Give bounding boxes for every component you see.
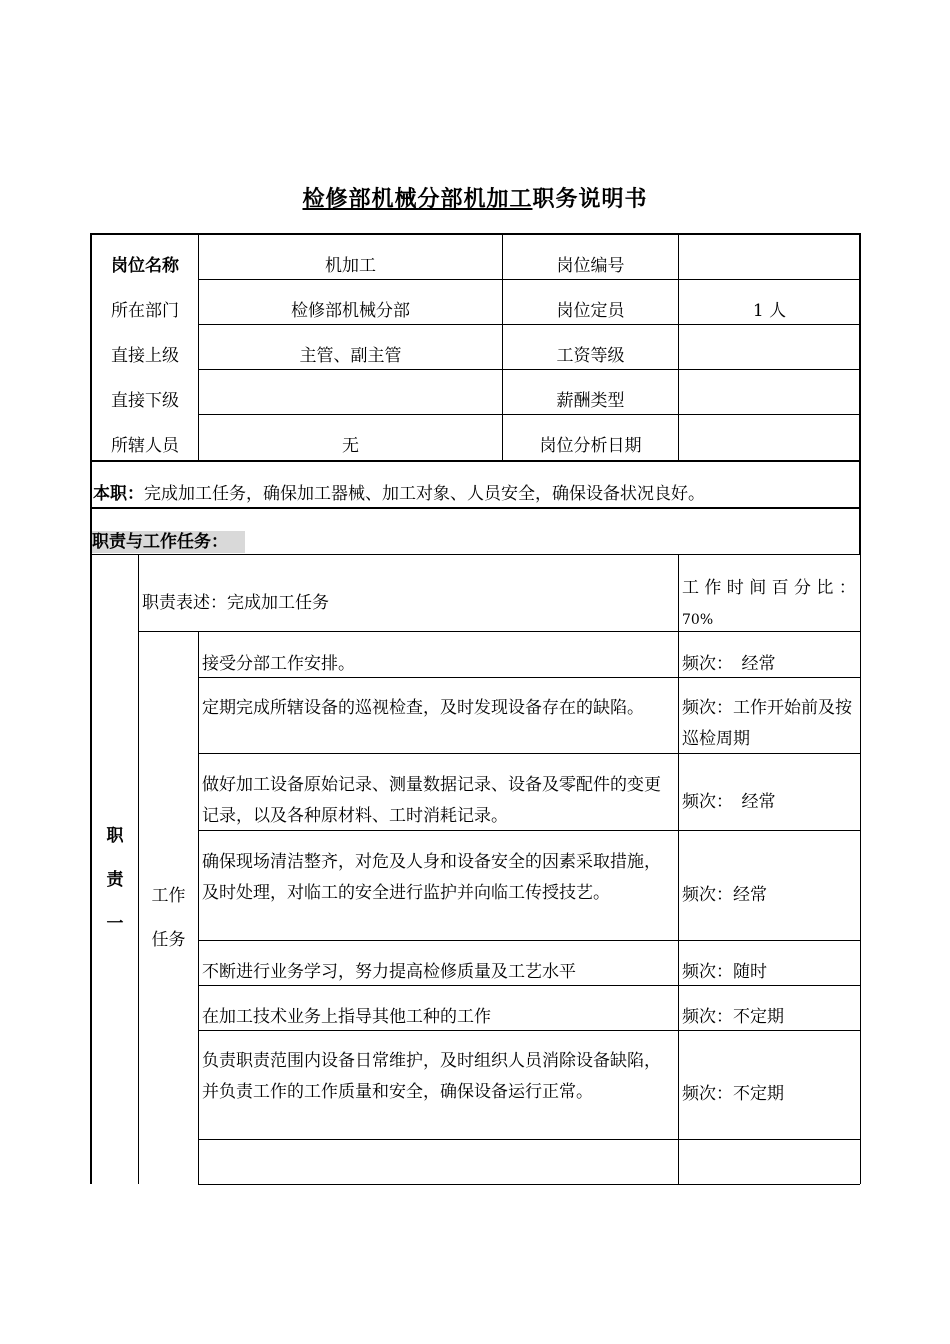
label-supervisor: 直接上级 [111, 346, 179, 366]
label-analysis-date: 岗位分析日期 [539, 436, 642, 456]
value-staff: 无 [342, 436, 359, 456]
value-headcount: 1 人 [752, 301, 787, 321]
task-2-text: 定期完成所辖设备的巡视检查，及时发现设备存在的缺陷。 [202, 698, 644, 718]
duty-side-label-2: 责 [106, 870, 124, 890]
task-1-freq: 频次： 经常 [682, 654, 776, 674]
duty-summary: 本职：完成加工任务，确保加工器械、加工对象、人员安全，确保设备状况良好。 [93, 484, 705, 504]
value-supervisor: 主管、副主管 [299, 346, 402, 366]
task-2-freq: 频次：工作开始前及按巡检周期 [682, 698, 852, 749]
task-3-freq: 频次： 经常 [682, 792, 776, 812]
label-subordinate: 直接下级 [111, 391, 179, 411]
value-position-name: 机加工 [325, 256, 376, 276]
task-6-text: 在加工技术业务上指导其他工种的工作 [202, 1007, 491, 1027]
task-5-text: 不断进行业务学习，努力提高检修质量及工艺水平 [202, 962, 576, 982]
label-position-name: 岗位名称 [111, 256, 179, 276]
task-4-text: 确保现场清洁整齐，对危及人身和设备安全的因素采取措施，及时处理，对临工的安全进行监护并向临工传授技艺。 [202, 852, 661, 903]
label-staff: 所辖人员 [111, 436, 179, 456]
value-department: 检修部机械分部 [291, 301, 410, 321]
label-position-code: 岗位编号 [556, 256, 625, 276]
duties-header: 职责与工作任务： [92, 531, 245, 553]
label-department: 所在部门 [111, 301, 179, 321]
task-5-freq: 频次：随时 [682, 962, 767, 982]
time-percentage-value: 70% [682, 612, 714, 628]
task-label-1: 工作 [151, 886, 186, 906]
task-6-freq: 频次：不定期 [682, 1007, 784, 1027]
task-7-freq: 频次：不定期 [682, 1084, 784, 1104]
label-salary-grade: 工资等级 [556, 346, 625, 366]
task-1-text: 接受分部工作安排。 [202, 654, 355, 674]
task-7-text: 负责职责范围内设备日常维护，及时组织人员消除设备缺陷，并负责工作的工作质量和安全，确保设备运行正常。 [202, 1051, 661, 1102]
label-headcount: 岗位定员 [556, 301, 625, 321]
task-3-text: 做好加工设备原始记录、测量数据记录、设备及零配件的变更记录，以及各种原材料、工时消耗记录。 [202, 775, 661, 826]
duty-statement: 职责表述：完成加工任务 [142, 593, 329, 613]
duty-side-label-1: 职 [106, 826, 124, 846]
duty-side-label-3: 一 [106, 914, 124, 934]
task-label-2: 任务 [151, 930, 186, 950]
time-percentage-label: 工 作 时 间 百 分 比 ： [682, 578, 856, 598]
label-pay-type: 薪酬类型 [556, 391, 625, 411]
task-4-freq: 频次：经常 [682, 885, 767, 905]
document-title: 检修部机械分部机加工职务说明书 [302, 186, 648, 212]
